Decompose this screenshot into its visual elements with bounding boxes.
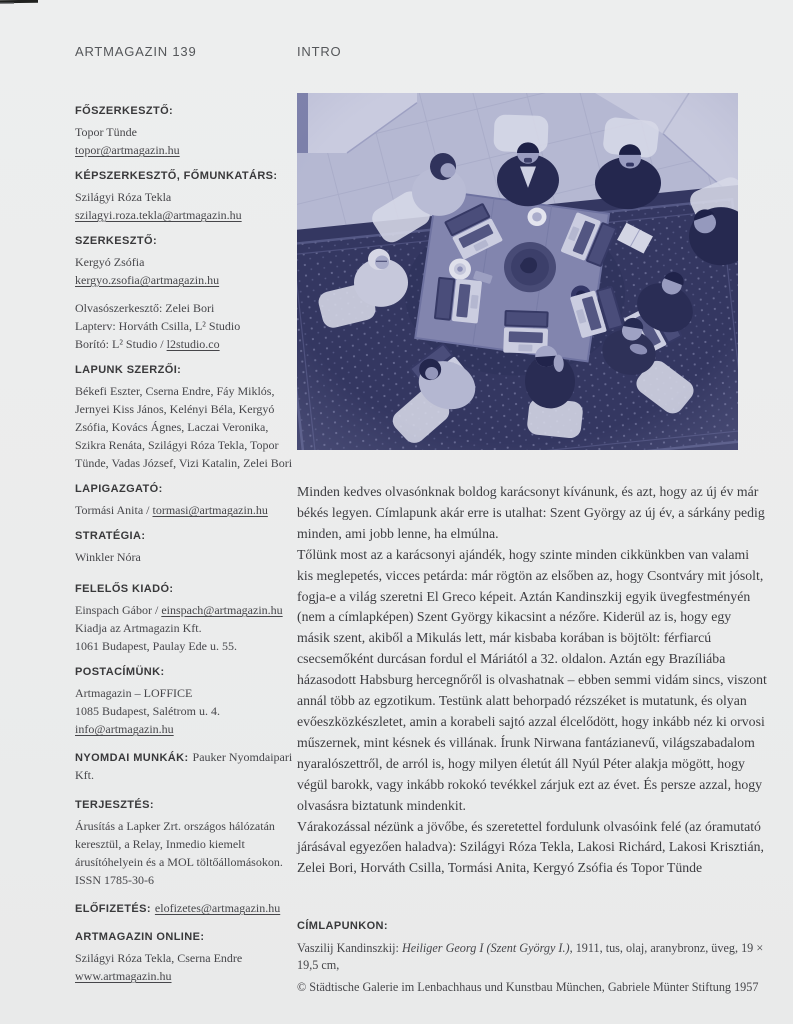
masthead-block-online xyxy=(75,930,295,985)
editor2-name: Kergyó Zsófia xyxy=(75,255,145,269)
subscription-label: ELŐFIZETÉS: xyxy=(75,903,151,915)
team-photo-illustration xyxy=(297,93,738,450)
postal-line1: Artmagazin – LOFFICE xyxy=(75,686,193,700)
online-names: Szilágyi Róza Tekla, Cserna Endre xyxy=(75,951,243,965)
editor-label: FŐSZERKESZTŐ: xyxy=(75,105,174,117)
masthead-block-publisher xyxy=(75,582,295,655)
director-email-link[interactable]: tormasi@artmagazin.hu xyxy=(152,503,268,517)
copy-editor-line: Olvasószerkesztő: Zelei Bori xyxy=(75,301,215,315)
editor-email-link[interactable]: topor@artmagazin.hu xyxy=(75,143,180,157)
layout-line: Lapterv: Horváth Csilla, L² Studio xyxy=(75,319,241,333)
cover-line: Borító: L² Studio / l2studio.co xyxy=(75,337,220,351)
masthead-block-subscription xyxy=(75,899,295,917)
printing-value: Pauker Nyomdaipari Kft. xyxy=(75,750,293,782)
masthead-block-strategy xyxy=(75,529,295,566)
masthead-block-printing xyxy=(75,748,295,784)
publisher-line: Einspach Gábor / einspach@artmagazin.hu xyxy=(75,603,283,617)
masthead-block-distribution xyxy=(75,798,295,889)
distribution-text: Árusítás a Lapker Zrt. országos hálózatán keresztül, a Relay, Inmedio kiemelt árusítóhelyein és a MOL töltőállomásokon. xyxy=(75,819,283,869)
cover-caption-credit: © Städtische Galerie im Lenbachhaus und Kunstbau München, Gabriele Münter Stiftung 1957 xyxy=(297,980,759,994)
postal-label: POSTACÍMÜNK: xyxy=(75,666,165,678)
photo-editor-email-link[interactable]: szilagyi.roza.tekla@artmagazin.hu xyxy=(75,208,242,222)
issn-number: ISSN 1785-30-6 xyxy=(75,873,155,887)
intro-paragraph-3: Várakozással nézünk a jövőbe, és szeretettel fordulunk olvasóink felé (az óramutató járásával egyezően haladva): Szilágyi Róza Tekla, Lakosi Richárd, Lakosi Krisztián, Zelei Bori, Horváth Csilla, Tormási Anita, Kergyó Zsófia és Topor Tünde xyxy=(297,818,764,876)
masthead-column xyxy=(75,104,295,995)
editor-name: Topor Tünde xyxy=(75,125,137,139)
website-link[interactable]: www.artmagazin.hu xyxy=(75,969,172,983)
cover-caption xyxy=(297,919,783,1001)
strategy-label: STRATÉGIA: xyxy=(75,530,146,542)
masthead-block-editor2 xyxy=(75,234,295,289)
magazine-issue: ARTMAGAZIN 139 xyxy=(75,44,197,59)
authors-label: LAPUNK SZERZŐI: xyxy=(75,364,182,376)
publisher-email-link[interactable]: einspach@artmagazin.hu xyxy=(161,603,283,617)
masthead-block-director xyxy=(75,482,295,519)
masthead-block-authors xyxy=(75,363,295,472)
masthead-block-staff xyxy=(75,299,295,353)
publisher-label: FELELŐS KIADÓ: xyxy=(75,583,174,595)
masthead-block-postal xyxy=(75,665,295,738)
postal-line2: 1085 Budapest, Salétrom u. 4. xyxy=(75,704,220,718)
intro-paragraph-2: Tőlünk most az a karácsonyi ajándék, hogy szinte minden cikkünkben van valami kis meglepetés, vicces petárda: már rögtön az elsőben az, hogy Csontváry mit jósolt, fogja-e a világ szeretni El Greco képeit. Aztán Kandinszkij egyik üvegfestményén (nem a címlapképen) Szent György kikacsint a nézőre. Kiderül az is, hogy egy másik szent, akiből a Mikulás lett, már kisbaba korában is böjtölt: férfiarcú csecsemőként durcásan fordul el Máriától a 32. oldalon. Aztán egy Brazíliába házasodott Habsburg hercegnőről is olvashatnak – ebben semmi vidám sincs, viszont annál több az egzotikum. Testünk alatt behorpadó rézszéket is mutatunk, és olyan evőeszközkészletet, amin a korabeli sajtó azzal élcelődött, hogy inkább néz ki orvosi műszernek, mint késnek és villának. Írunk Nirwana fantázianevű, világszabadalom nyaralószettről, de arról is, hogy milyen életút áll Nyúl Péter alakja mögött, hogy végül barokk, vagy inkább rokokó tevékkel zárjuk ezt az évet. És persze azzal, hogy olvasásra biztatunk mindenkit. xyxy=(297,546,767,813)
editor2-label: SZERKESZTŐ: xyxy=(75,235,158,247)
masthead-block-photo-editor xyxy=(75,169,295,224)
cover-caption-line1: Vaszilij Kandinszkij: Heiliger Georg I (Szent György I.), 1911, tus, olaj, aranybronz, üveg, 19 × 19,5 cm, xyxy=(297,941,764,972)
online-label: ARTMAGAZIN ONLINE: xyxy=(75,931,205,943)
director-label: LAPIGAZGATÓ: xyxy=(75,483,163,495)
director-line: Tormási Anita / tormasi@artmagazin.hu xyxy=(75,503,268,517)
authors-names: Békefi Eszter, Cserna Endre, Fáy Miklós, Jernyei Kiss János, Kelényi Béla, Kergyó Zsófia, Kovács Ágnes, Laczai Veronika, Szikra Renáta, Szilágyi Róza Tekla, Topor Tünde, Vadas József, Vizi Katalin, Zelei Bori xyxy=(75,384,293,470)
photo-editor-label: KÉPSZERKESZTŐ, FŐMUNKATÁRS: xyxy=(75,170,278,182)
printing-label: NYOMDAI MUNKÁK: xyxy=(75,752,189,764)
page-section-title: INTRO xyxy=(297,44,342,59)
artwork-title: Heiliger Georg I (Szent György I.) xyxy=(401,941,570,955)
publisher-company: Kiadja az Artmagazin Kft. xyxy=(75,621,202,635)
publisher-address: 1061 Budapest, Paulay Ede u. 55. xyxy=(75,639,237,653)
postal-email-link[interactable]: info@artmagazin.hu xyxy=(75,722,174,736)
scan-artifact-shadow xyxy=(0,2,14,4)
cover-caption-label: CÍMLAPUNKON: xyxy=(297,920,388,932)
intro-text xyxy=(297,482,767,879)
intro-paragraph-1: Minden kedves olvasónknak boldog karácsonyt kívánunk, és azt, hogy az új év már békés legyen. Címlapunk akár erre is utalhat: Szent György az új év, a sárkány pedig minden, ami jobb lenne, ha elmúlna. xyxy=(297,484,765,541)
strategy-name: Winkler Nóra xyxy=(75,550,141,564)
team-photo xyxy=(297,93,738,450)
editor2-email-link[interactable]: kergyo.zsofia@artmagazin.hu xyxy=(75,273,220,287)
cover-studio-link[interactable]: l2studio.co xyxy=(166,337,220,351)
masthead-block-editor xyxy=(75,104,295,159)
distribution-label: TERJESZTÉS: xyxy=(75,799,154,811)
photo-editor-name: Szilágyi Róza Tekla xyxy=(75,190,172,204)
subscription-email-link[interactable]: elofizetes@artmagazin.hu xyxy=(154,901,281,915)
